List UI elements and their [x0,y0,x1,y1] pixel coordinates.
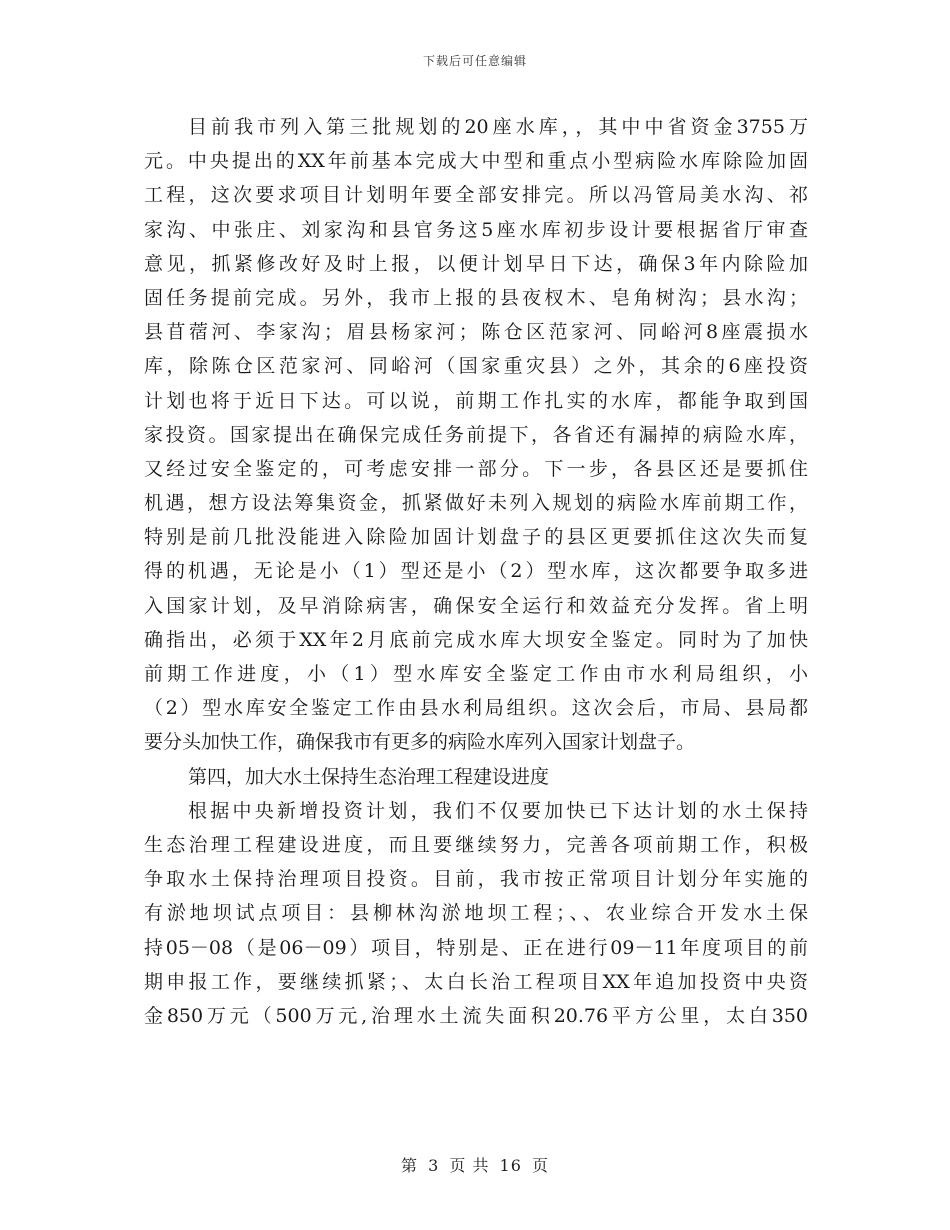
text-line: 计划也将于近日下达。可以说，前期工作扎实的水库，都能争取到国 [144,389,808,412]
page-footer [0,1153,950,1176]
document-body [144,110,808,1033]
text-line: 金850万元（500万元,治理水土流失面积20.76平方公里，太白350 [144,1004,808,1027]
footer-prefix: 第 [400,1156,418,1175]
text-line: 争取水土保持治理项目投资。目前，我市按正常项目计划分年实施的 [144,868,808,891]
text-line: 入国家计划，及早消除病害，确保安全运行和效益充分发挥。省上明 [144,594,808,617]
text-line: 库，除陈仓区范家河、同峪河（国家重灾县）之外，其余的6座投资 [144,355,808,378]
text-line: 期申报工作，要继续抓紧；、太白长治工程项目XX年追加投资中央资 [144,970,808,993]
text-line: 家投资。国家提出在确保完成任务前提下，各省还有漏掉的病险水库， [144,423,808,446]
text-line: （2）型水库安全鉴定工作由县水利局组织。这次会后，市局、县局都 [144,697,808,720]
total-page-count: 16 [499,1156,522,1175]
page-header-note: 下载后可任意编辑 [422,54,527,68]
text-line: 又经过安全鉴定的，可考虑安排一部分。下一步，各县区还是要抓住 [144,457,808,480]
text-line: 目前我市列入第三批规划的20座水库，，其中中省资金3755万 [188,116,808,138]
text-line: 前期工作进度，小（1）型水库安全鉴定工作由市水利局组织，小 [144,663,808,685]
text-line: 元。中央提出的XX年前基本完成大中型和重点小型病险水库除险加固 [144,150,808,173]
text-line: 得的机遇，无论是小（1）型还是小（2）型水库，这次都要争取多进 [144,560,808,583]
text-line: 固任务提前完成。另外，我市上报的县夜杈木、皂角树沟；县水沟； [144,286,808,309]
text-line: 意见，抓紧修改好及时上报，以便计划早日下达，确保3年内除险加 [144,252,808,275]
text-line: 持05－08（是06－09）项目，特别是、正在进行09－11年度项目的前 [144,936,808,959]
footer-suffix: 页 [532,1156,550,1175]
text-line: 特别是前几批没能进入除险加固计划盘子的县区更要抓住这次失而复 [144,526,808,549]
section-heading: 第四，加大水土保持生态治理工程建设进度 [188,765,550,788]
current-page-number: 3 [428,1156,440,1175]
text-line: 家沟、中张庄、刘家沟和县官务这5座水库初步设计要根据省厅审查 [144,218,808,241]
footer-middle: 页 共 [449,1156,490,1175]
text-line: 生态治理工程建设进度，而且要继续努力，完善各项前期工作，积极 [144,833,808,856]
text-line: 工程，这次要求项目计划明年要全部安排完。所以冯管局美水沟、祁 [144,184,808,207]
text-line: 根据中央新增投资计划，我们不仅要加快已下达计划的水土保持 [188,799,808,822]
text-line: 确指出，必须于XX年2月底前完成水库大坝安全鉴定。同时为了加快 [144,628,808,651]
text-line: 要分头加快工作，确保我市有更多的病险水库列入国家计划盘子。 [144,731,696,754]
text-line: 机遇，想方设法筹集资金，抓紧做好未列入规划的病险水库前期工作， [144,492,808,515]
text-line: 有淤地坝试点项目：县柳林沟淤地坝工程；、、农业综合开发水土保 [144,902,808,925]
text-line: 县苜蓿河、李家沟；眉县杨家河；陈仓区范家河、同峪河8座震损水 [144,321,808,344]
